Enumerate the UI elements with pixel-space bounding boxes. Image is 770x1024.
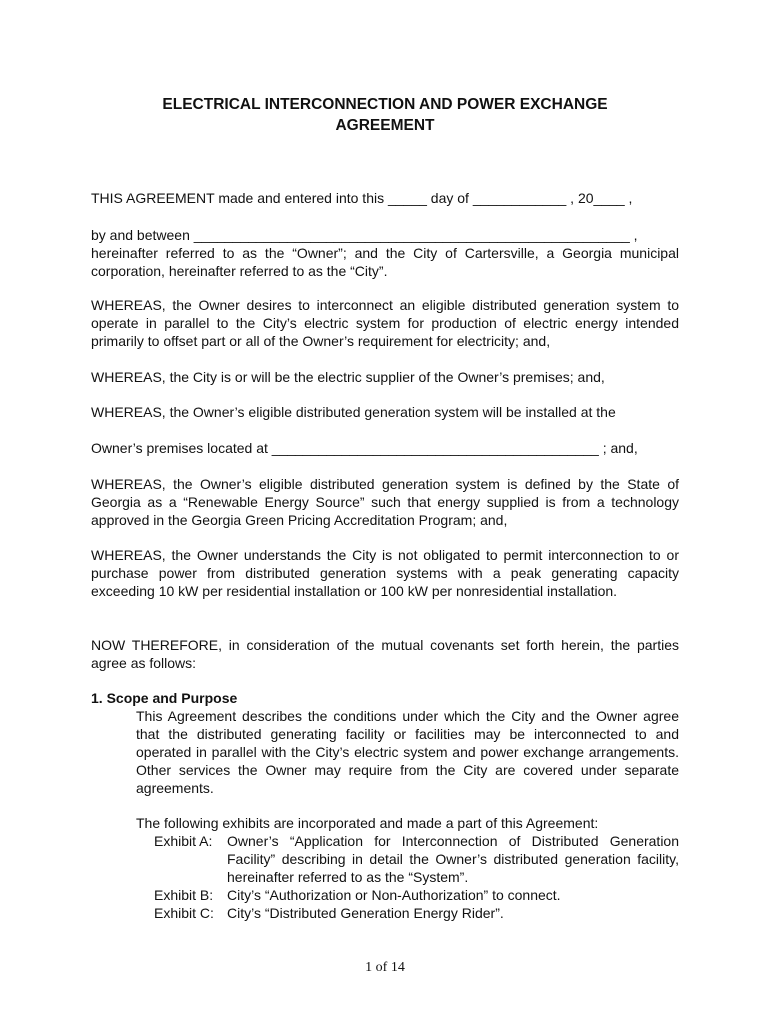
- by-between-line: by and between ________________________________________________________ ,: [91, 227, 638, 243]
- whereas-capacity-paragraph: WHEREAS, the Owner understands the City is not obligated to permit interconnection to or purchase power from distributed generation systems with a peak generating capacity exceeding 10 kW per residential installation or 100 kW per nonresidential installation.: [91, 547, 679, 599]
- whereas-renewable-paragraph: WHEREAS, the Owner’s eligible distributed generation system is defined by the State of Georgia as a “Renewable Energy Source” such that energy supplied is from a technology approved in the Georgia Green Pricing Accreditation Program; and,: [91, 476, 679, 528]
- exhibit-b-label: Exhibit B:: [154, 887, 214, 903]
- document-title: [0, 94, 770, 136]
- title-line-2: AGREEMENT: [335, 117, 435, 134]
- made-entered-line: THIS AGREEMENT made and entered into this _____ day of ____________ , 20____ ,: [91, 190, 633, 206]
- section-1-heading: 1. Scope and Purpose: [91, 690, 238, 706]
- page-number: 1 of 14: [365, 960, 405, 975]
- exhibits-intro: The following exhibits are incorporated and made a part of this Agreement:: [136, 815, 599, 831]
- whereas-supplier-paragraph: WHEREAS, the City is or will be the electric supplier of the Owner’s premises; and,: [91, 369, 605, 385]
- exhibit-b-text: City’s “Authorization or Non-Authorization” to connect.: [227, 887, 561, 903]
- hereinafter-paragraph: hereinafter referred to as the “Owner”; and the City of Cartersville, a Georgia municipal corporation, hereinafter referred to as the “City”.: [91, 245, 679, 279]
- premises-location-line: Owner’s premises located at __________________________________________ ; and,: [91, 440, 638, 456]
- now-therefore-paragraph: NOW THEREFORE, in consideration of the mutual covenants set forth herein, the parties agree as follows:: [91, 637, 679, 671]
- scope-paragraph: This Agreement describes the conditions under which the City and the Owner agree that the distributed generating facility or facilities may be interconnected to and operated in parallel with the City’s electric system and power exchange arrangements. Other services the Owner may require from the City are covered under separate agreements.: [136, 708, 679, 796]
- whereas-installed-paragraph: WHEREAS, the Owner’s eligible distributed generation system will be installed at the: [91, 404, 616, 420]
- whereas-interconnect-paragraph: WHEREAS, the Owner desires to interconnect an eligible distributed generation system to operate in parallel to the City’s electric system for production of electric energy intended primarily to offset part or all of the Owner’s requirement for electricity; and,: [91, 297, 679, 349]
- exhibit-c-text: City’s “Distributed Generation Energy Rider”.: [227, 905, 504, 921]
- exhibit-a-label: Exhibit A:: [154, 833, 213, 849]
- exhibit-a-text: Owner’s “Application for Interconnection of Distributed Generation Facility” describing in detail the Owner’s distributed generation facility, hereinafter referred to as the “System”.: [227, 833, 679, 885]
- exhibit-c-label: Exhibit C:: [154, 905, 214, 921]
- title-line-1: ELECTRICAL INTERCONNECTION AND POWER EXCHANGE: [162, 96, 608, 113]
